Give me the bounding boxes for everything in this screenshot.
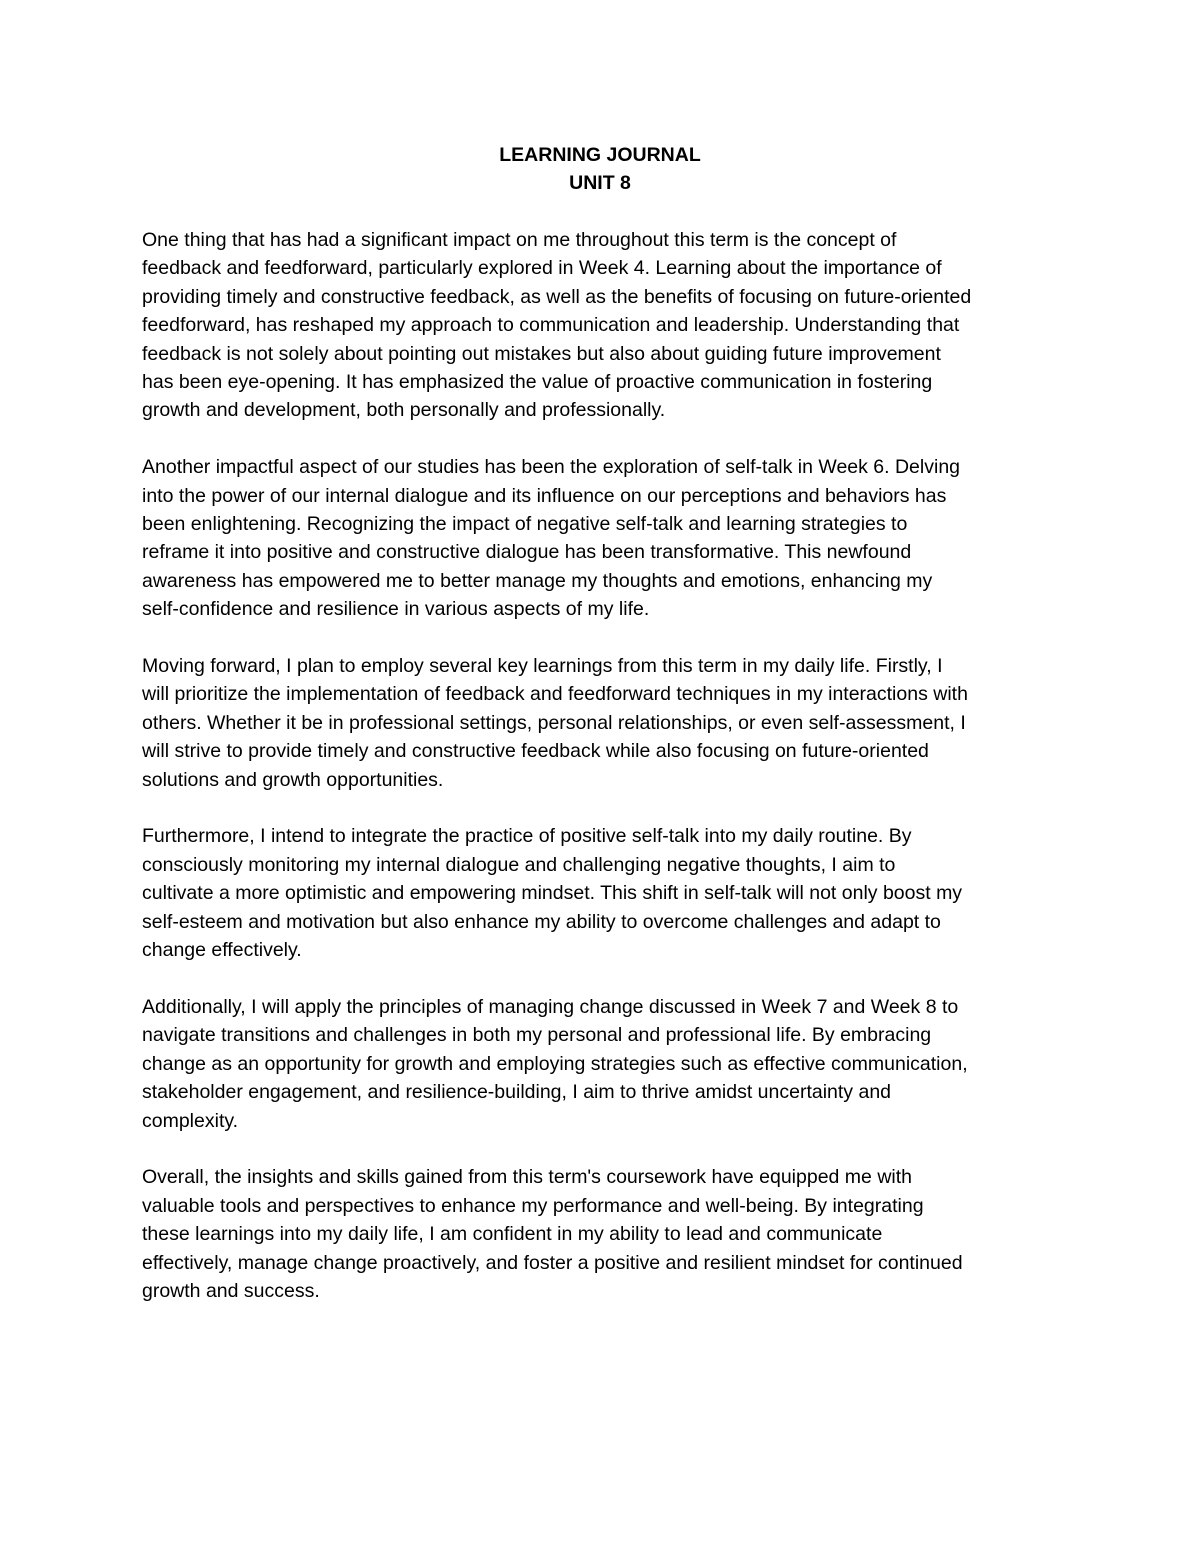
document-body bbox=[142, 226, 1072, 1334]
text-line: navigate transitions and challenges in both my personal and professional life. By embracing bbox=[142, 1024, 932, 1047]
text-line: cultivate a more optimistic and empowering mindset. This shift in self-talk will not only boost my bbox=[142, 882, 963, 905]
paragraph-moving-forward bbox=[142, 652, 1072, 794]
text-line: solutions and growth opportunities. bbox=[142, 768, 444, 791]
text-line: change effectively. bbox=[142, 939, 302, 962]
text-line: Another impactful aspect of our studies has been the exploration of self-talk in Week 6. Delving bbox=[142, 456, 961, 479]
text-line: Moving forward, I plan to employ several key learnings from this term in my daily life. Firstly, I bbox=[142, 655, 943, 678]
text-line: feedback is not solely about pointing out mistakes but also about guiding future improvement bbox=[142, 342, 941, 365]
paragraph-self-talk bbox=[142, 453, 1072, 623]
paragraph-feedback bbox=[142, 226, 1072, 425]
unit-heading: UNIT 8 bbox=[569, 172, 631, 195]
text-line: effectively, manage change proactively, and foster a positive and resilient mindset for continued bbox=[142, 1251, 963, 1274]
text-line: Overall, the insights and skills gained from this term's coursework have equipped me with bbox=[142, 1166, 912, 1189]
text-line: complexity. bbox=[142, 1109, 239, 1132]
text-line: others. Whether it be in professional settings, personal relationships, or even self-assessment, I bbox=[142, 711, 966, 734]
text-line: Additionally, I will apply the principles of managing change discussed in Week 7 and Week 8 to bbox=[142, 995, 959, 1018]
text-line: has been eye-opening. It has emphasized the value of proactive communication in fostering bbox=[142, 371, 933, 394]
title-heading: LEARNING JOURNAL bbox=[499, 144, 701, 166]
text-line: valuable tools and perspectives to enhance my performance and well-being. By integrating bbox=[142, 1194, 924, 1217]
paragraph-furthermore bbox=[142, 822, 1072, 964]
text-line: change as an opportunity for growth and employing strategies such as effective communication, bbox=[142, 1052, 968, 1075]
text-line: self-confidence and resilience in various aspects of my life. bbox=[142, 598, 650, 621]
text-line: these learnings into my daily life, I am confident in my ability to lead and communicate bbox=[142, 1223, 883, 1246]
text-line: growth and development, both personally and professionally. bbox=[142, 399, 666, 422]
text-line: feedforward, has reshaped my approach to communication and leadership. Understanding that bbox=[142, 314, 960, 337]
text-line: growth and success. bbox=[142, 1279, 320, 1302]
text-line: stakeholder engagement, and resilience-building, I aim to thrive amidst uncertainty and bbox=[142, 1081, 892, 1104]
paragraph-overall bbox=[142, 1163, 1072, 1305]
document-title bbox=[0, 141, 1200, 198]
text-line: feedback and feedforward, particularly explored in Week 4. Learning about the importance of bbox=[142, 257, 942, 280]
text-line: will strive to provide timely and constructive feedback while also focusing on future-oriented bbox=[142, 740, 929, 763]
text-line: reframe it into positive and constructive dialogue has been transformative. This newfound bbox=[142, 541, 912, 564]
paragraph-additionally bbox=[142, 993, 1072, 1135]
text-line: One thing that has had a significant impact on me throughout this term is the concept of bbox=[142, 229, 897, 251]
text-line: providing timely and constructive feedback, as well as the benefits of focusing on future-oriented bbox=[142, 285, 972, 308]
text-line: consciously monitoring my internal dialogue and challenging negative thoughts, I aim to bbox=[142, 853, 896, 876]
text-line: self-esteem and motivation but also enhance my ability to overcome challenges and adapt to bbox=[142, 910, 941, 933]
text-line: Furthermore, I intend to integrate the practice of positive self-talk into my daily routine. By bbox=[142, 825, 912, 848]
text-line: will prioritize the implementation of feedback and feedforward techniques in my interactions with bbox=[142, 683, 968, 706]
text-line: into the power of our internal dialogue and its influence on our perceptions and behaviors has bbox=[142, 484, 947, 507]
text-line: been enlightening. Recognizing the impact of negative self-talk and learning strategies to bbox=[142, 513, 908, 536]
text-line: awareness has empowered me to better manage my thoughts and emotions, enhancing my bbox=[142, 569, 933, 592]
